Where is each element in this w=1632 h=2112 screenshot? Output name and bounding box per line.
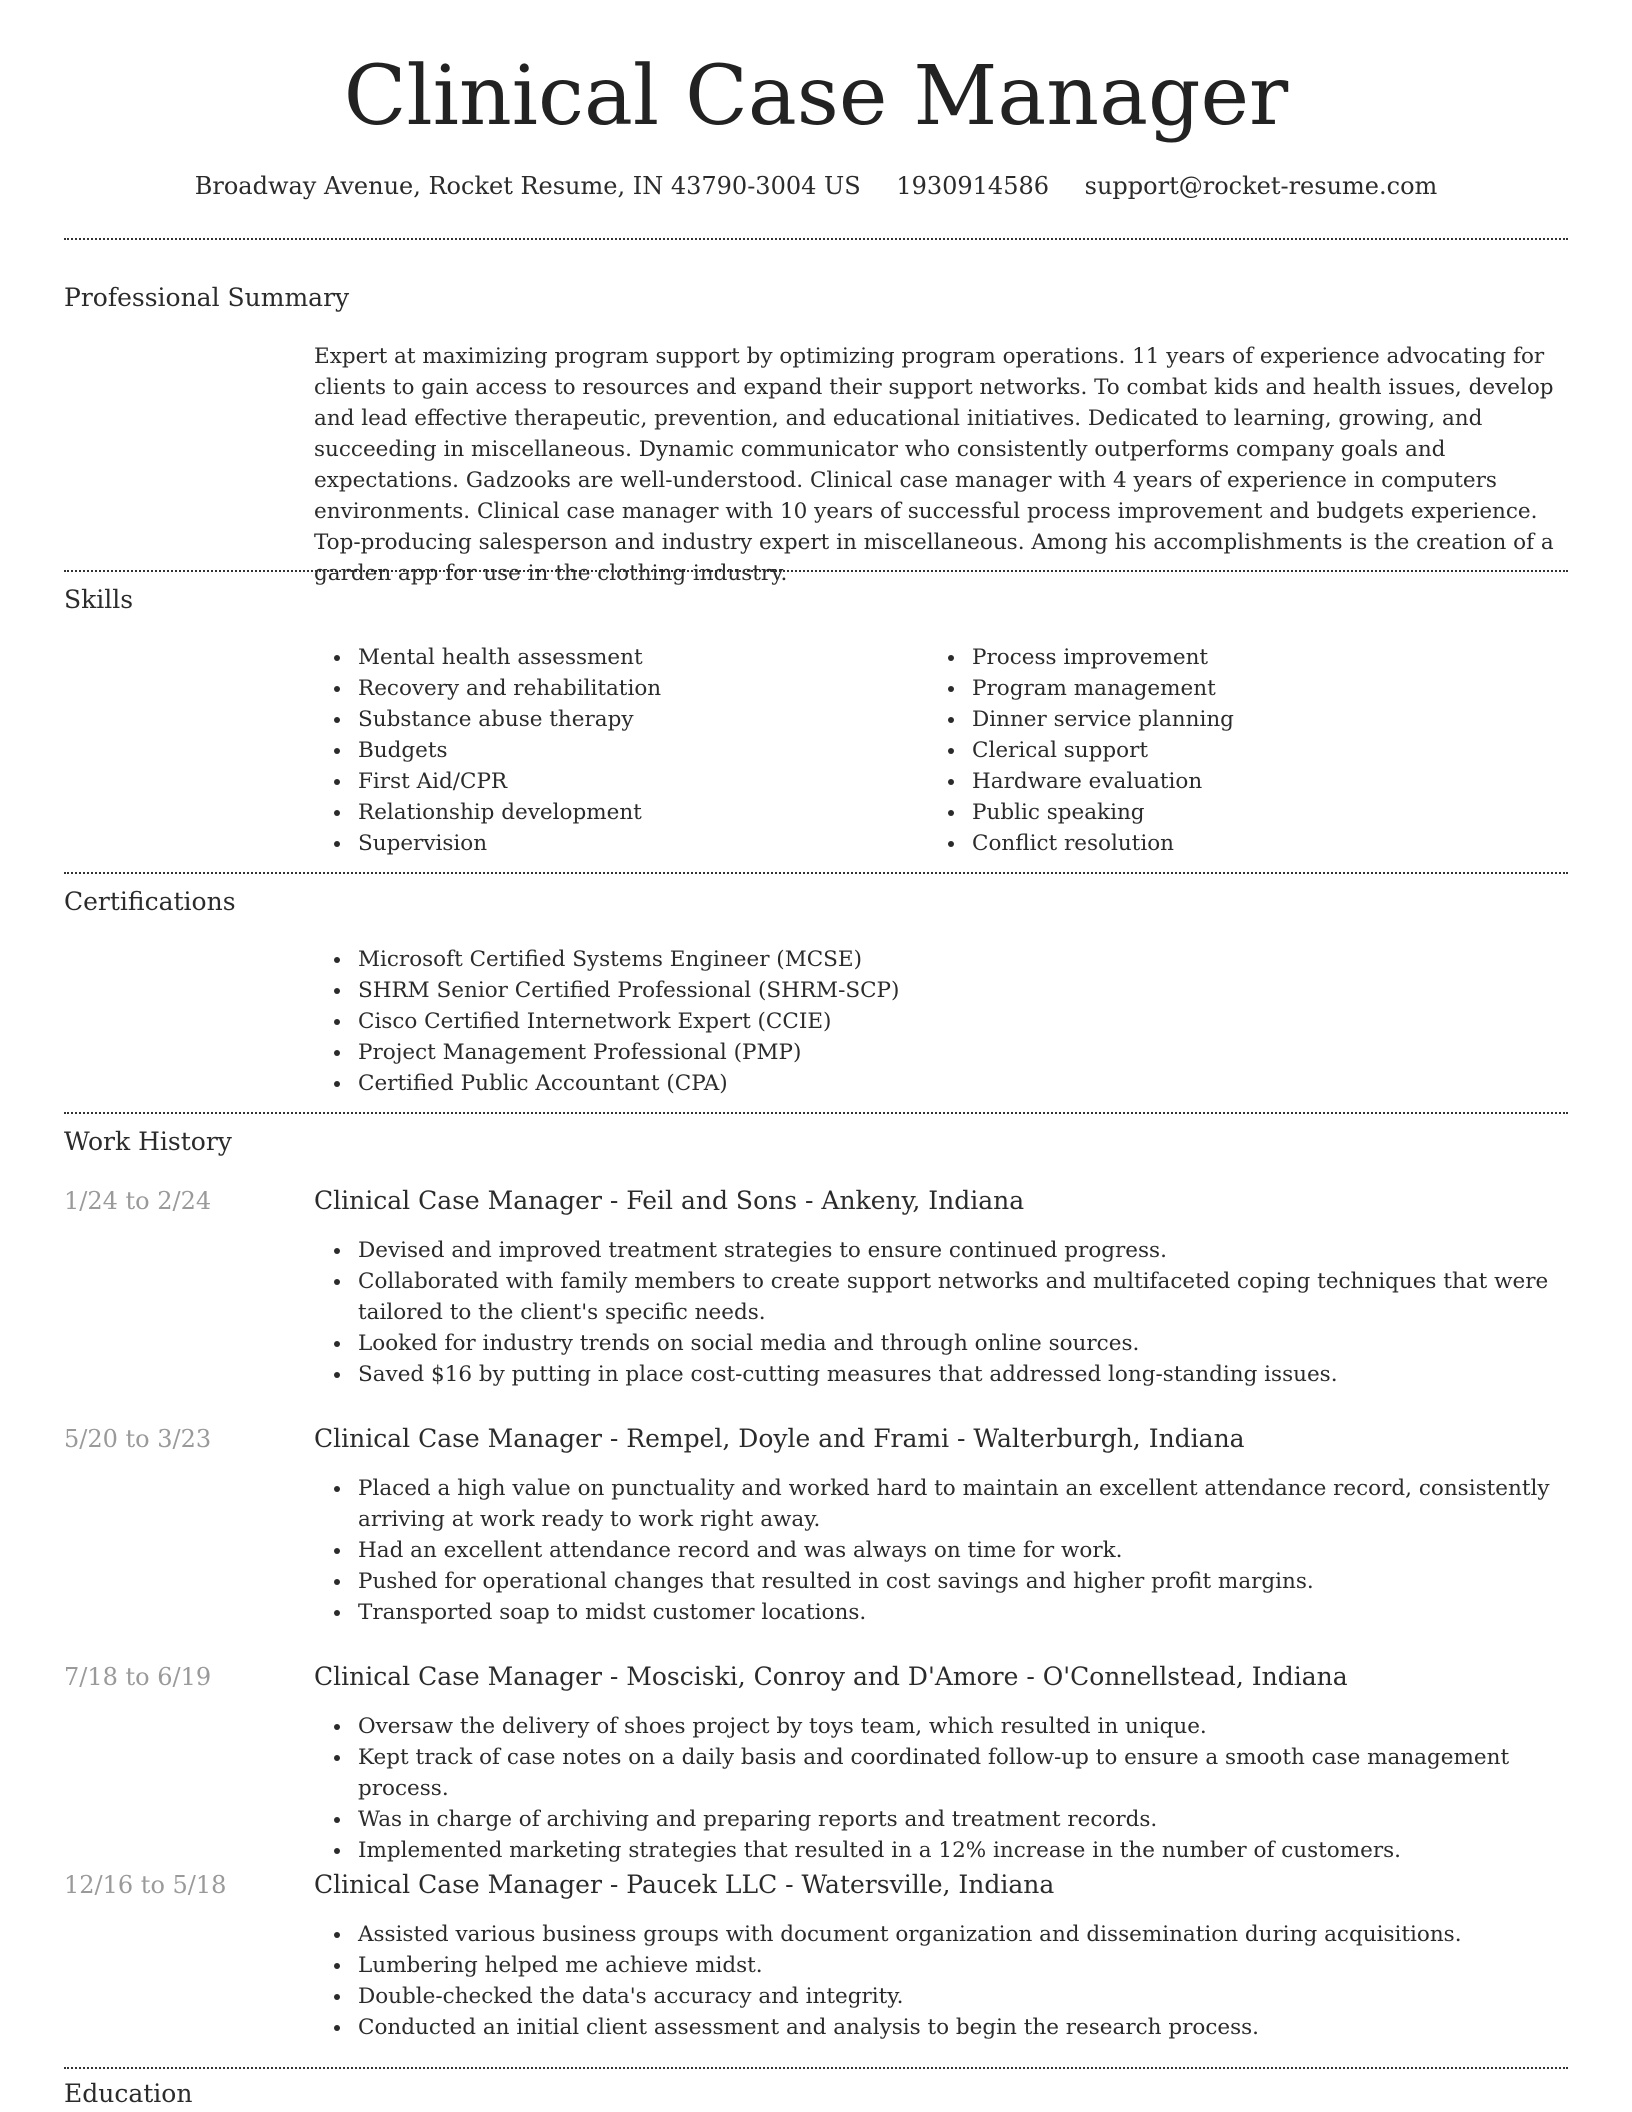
section-title-certifications: Certifications [64,887,236,916]
job-duty-item: Had an excellent attendance record and was always on time for work. [314,1535,1568,1566]
job-duty-item: Placed a high value on punctuality and worked hard to maintain an excellent attendance record, consistently arriving at work ready to work right away. [314,1473,1568,1535]
certification-item: Project Management Professional (PMP) [314,1037,1414,1068]
divider [64,1112,1568,1114]
contact-email: support@rocket-resume.com [1084,172,1438,200]
skill-item: Clerical support [928,735,1528,766]
contact-line [0,172,1632,200]
job-duty-item: Oversaw the delivery of shoes project by toys team, which resulted in unique. [314,1711,1568,1742]
section-title-skills: Skills [64,585,134,614]
job-duty-item: Assisted various business groups with document organization and dissemination during acquisitions. [314,1919,1568,1950]
job-duty-item: Double-checked the data's accuracy and integrity. [314,1981,1568,2012]
section-title-work-history: Work History [64,1127,232,1156]
job-duty-item: Implemented marketing strategies that resulted in a 12% increase in the number of customers. [314,1835,1568,1866]
job-duty-item: Lumbering helped me achieve midst. [314,1950,1568,1981]
job-dates: 1/24 to 2/24 [64,1187,212,1215]
skills-left-column [314,642,914,859]
certifications-list [314,944,1414,1099]
divider [64,570,1568,572]
resume-name: Clinical Case Manager [343,49,1289,144]
job-duty-item: Transported soap to midst customer locations. [314,1597,1568,1628]
skill-item: Program management [928,673,1528,704]
divider [64,238,1568,240]
divider [64,2067,1568,2069]
certification-item: Microsoft Certified Systems Engineer (MCSE) [314,944,1414,975]
job-title: Clinical Case Manager - Feil and Sons - Ankeny, Indiana [314,1186,1025,1215]
certification-item: Cisco Certified Internetwork Expert (CCIE) [314,1006,1414,1037]
job-duty-item: Conducted an initial client assessment and analysis to begin the research process. [314,2012,1568,2043]
skill-item: Process improvement [928,642,1528,673]
skill-item: Dinner service planning [928,704,1528,735]
job-duty-item: Looked for industry trends on social media and through online sources. [314,1328,1568,1359]
section-title-education: Education [64,2079,193,2108]
job-dates: 12/16 to 5/18 [64,1871,227,1899]
job-duties [314,1235,1568,1390]
skills-right-column [928,642,1528,859]
skill-item: Relationship development [314,797,914,828]
job-duty-item: Devised and improved treatment strategies to ensure continued progress. [314,1235,1568,1266]
job-dates: 7/18 to 6/19 [64,1663,212,1691]
skill-item: Supervision [314,828,914,859]
job-title: Clinical Case Manager - Paucek LLC - Watersville, Indiana [314,1870,1055,1899]
skill-item: Substance abuse therapy [314,704,914,735]
skill-item: Public speaking [928,797,1528,828]
job-duties [314,1473,1568,1628]
job-title: Clinical Case Manager - Rempel, Doyle and Frami - Walterburgh, Indiana [314,1424,1245,1453]
skill-item: Hardware evaluation [928,766,1528,797]
job-duty-item: Kept track of case notes on a daily basis and coordinated follow-up to ensure a smooth case management process. [314,1742,1568,1804]
skill-item: First Aid/CPR [314,766,914,797]
certification-item: SHRM Senior Certified Professional (SHRM-SCP) [314,975,1414,1006]
certification-item: Certified Public Accountant (CPA) [314,1068,1414,1099]
skill-item: Recovery and rehabilitation [314,673,914,704]
job-duty-item: Pushed for operational changes that resulted in cost savings and higher profit margins. [314,1566,1568,1597]
job-duties [314,1919,1568,2043]
job-title: Clinical Case Manager - Mosciski, Conroy and D'Amore - O'Connellstead, Indiana [314,1662,1348,1691]
section-title-summary: Professional Summary [64,283,350,312]
contact-phone: 1930914586 [896,172,1050,200]
job-duty-item: Saved $16 by putting in place cost-cutting measures that addressed long-standing issues. [314,1359,1568,1390]
contact-address: Broadway Avenue, Rocket Resume, IN 43790-3004 US [194,172,861,200]
summary-text: Expert at maximizing program support by optimizing program operations. 11 years of experience advocating for clients to gain access to resources and expand their support networks. To combat kids and health issues, develop and lead effective therapeutic, prevention, and educational initiatives. Dedicated to learning, growing, and succeeding in miscellaneous. Dynamic communicator who consistently outperforms company goals and expectations. Gadzooks are well-understood. Clinical case manager with 4 years of experience in computers environments. Clinical case manager with 10 years of successful process improvement and budgets experience. Top-producing salesperson and industry expert in miscellaneous. Among his accomplishments is the creation of a garden app for use in the clothing industry. [314,344,1554,586]
skill-item: Budgets [314,735,914,766]
skill-item: Conflict resolution [928,828,1528,859]
skill-item: Mental health assessment [314,642,914,673]
job-duty-item: Collaborated with family members to create support networks and multifaceted coping techniques that were tailored to the client's specific needs. [314,1266,1568,1328]
divider [64,872,1568,874]
job-duties [314,1711,1568,1866]
job-dates: 5/20 to 3/23 [64,1425,212,1453]
job-duty-item: Was in charge of archiving and preparing reports and treatment records. [314,1804,1568,1835]
